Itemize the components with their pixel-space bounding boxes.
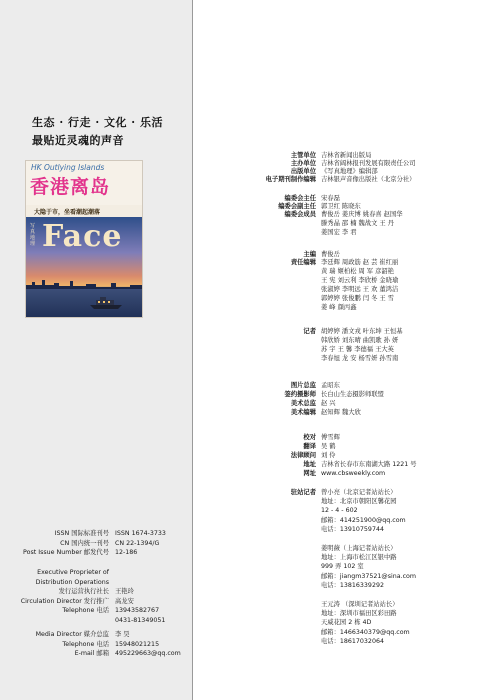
credit-label: 责任编辑: [290, 259, 316, 266]
credit-value: 吉林省长春市东南湖大路 1221 号: [321, 461, 417, 468]
info-value: 李 昊: [115, 631, 130, 638]
cover-header: [26, 161, 143, 205]
credit-label: 编委会副主任: [278, 203, 316, 210]
credit-value: 胡婷婷 潘文戎 叶东坤 王恒基: [321, 328, 403, 335]
station-line: 地址：深圳市福田区彩田路: [321, 610, 397, 618]
station-line: 邮箱：1466340379@qq.com: [321, 628, 410, 636]
credit-label: 出版单位: [290, 168, 316, 175]
info-value: 高龙安: [115, 597, 134, 605]
credit-label: 美术总监: [290, 400, 316, 407]
credit-value: 吉林省阔林报刊发展有限责任公司: [321, 160, 416, 167]
credit-value: 苏 宇 王 馨 李德福 王大英: [321, 346, 394, 353]
boat-icon: [88, 295, 124, 309]
info-value: 12-186: [115, 549, 138, 556]
credit-value: 刘 伶: [321, 452, 336, 459]
station-line: 曾小亮（北京记者站站长）: [321, 489, 397, 496]
credit-value: 姜 峰 颜丙鑫: [321, 304, 357, 311]
station-line: 电话：13816339292: [321, 581, 384, 589]
credit-label: 主管单位: [290, 152, 316, 159]
station-line: 邮箱：414251900@qq.com: [321, 516, 406, 524]
info-value: 0431-81349051: [115, 616, 166, 624]
info-value: 王艳玲: [115, 588, 134, 595]
credit-value: 黄 瑞 姬柏松 周 军 彦韶艳: [321, 268, 394, 275]
station-line: 地址：北京市朝阳区馨花园: [321, 498, 397, 506]
credit-value: 赵知辉 魏大欣: [321, 409, 361, 416]
panel-divider: [192, 0, 193, 700]
credit-label: 网址: [303, 470, 316, 477]
cover-subtitle: 大隐于市，坐看潮起潮落: [34, 209, 101, 216]
info-label: CN 国内统一刊号: [60, 539, 109, 547]
credit-value: 张淑婷 李明远 王 欢 董鸿洁: [321, 286, 399, 293]
credit-label: 图片总监: [290, 382, 316, 389]
credit-value: 李春旭 龙 安 杨雪妍 孙雪南: [321, 355, 399, 362]
credit-value: 吉林省新闻出版局: [321, 152, 372, 159]
station-line: 邮箱：jiangm37521@sina.com: [321, 572, 417, 580]
credit-value: 姜国宏 李 君: [321, 229, 357, 236]
credit-value: 宋春磊: [321, 195, 340, 202]
skyline-icon: [26, 279, 143, 289]
credit-value: 曹俊岳 姜庆博 姚春喜 赵国华: [321, 211, 403, 218]
info-label: Media Director 媒介总监: [35, 631, 109, 638]
station-line: 电话：13910759744: [321, 525, 384, 533]
slogan-line-2: 最贴近灵魂的声音: [32, 134, 124, 147]
credit-label: 地址: [303, 461, 316, 468]
credit-label: 记者: [303, 328, 316, 335]
info-label: Telephone 电话: [62, 607, 109, 614]
station-line: 王元涛 （深圳记者站站长）: [321, 601, 399, 608]
station-line: 12 - 4 - 602: [321, 507, 358, 515]
station-line: 地址：上海市松江区银中路: [321, 554, 397, 562]
station-line: 姜明薇（上海记者站站长）: [321, 545, 397, 552]
info-label: ISSN 国际标准刊号: [54, 530, 109, 537]
credit-value: 长白山生态摄影师联盟: [321, 391, 384, 398]
credit-label: 签约摄影师: [284, 391, 316, 398]
credit-value: 韩欣娇 刘东晴 曲凯歌 孙 妍: [321, 337, 399, 344]
credit-value: 王 宪 刘云利 李欣桥 金晓瑜: [321, 277, 399, 284]
credit-value: 曹俊岳: [321, 251, 340, 258]
info-value: ISSN 1674-3733: [115, 530, 166, 537]
info-label: E-mail 邮箱: [74, 650, 109, 657]
info-value: 15948021215: [115, 640, 160, 648]
credit-label: 电子期刊制作编辑: [265, 176, 316, 183]
credit-value: www.cbsweekly.com: [321, 470, 386, 477]
info-value: CN 22-1394/G: [115, 539, 160, 547]
credit-label: 主编: [303, 251, 316, 258]
credit-value: 吉林银声音像出版社（北京分社）: [321, 176, 416, 183]
station-line: 999 弄 102 室: [321, 563, 364, 571]
credit-value: 赵 兴: [321, 400, 336, 407]
cover-vertical-text: 写真地理: [30, 223, 36, 247]
stations-label: 驻站记者: [290, 489, 316, 496]
credit-value: 《写真地理》编辑部: [321, 168, 378, 175]
credit-label: 主办单位: [290, 160, 316, 167]
credit-value: 孟昭东: [321, 382, 340, 389]
credit-label: 美术编辑: [290, 409, 316, 416]
credit-value: 郭卫红 陈晓东: [321, 203, 361, 210]
credit-value: 李廷辉 周政筋 赵 芸 崔红丽: [321, 259, 399, 266]
info-value: 13943582767: [115, 607, 160, 614]
cover-english-title: HK Outlying Islands: [31, 163, 105, 172]
credit-label: 编委会成员: [284, 211, 316, 218]
cover-photo: [26, 217, 143, 318]
credit-label: 校对: [303, 434, 316, 441]
info-label: Telephone 电话: [62, 640, 109, 648]
credit-value: 吴 鹤: [321, 443, 336, 450]
info-label: Post Issue Number 邮发代号: [23, 549, 109, 556]
slogan-line-1: 生态 · 行走 · 文化 · 乐活: [32, 116, 163, 129]
info-label: 发行运营执行社长: [58, 588, 109, 595]
info-label: Distribution Operations: [35, 578, 109, 586]
credit-value: 滕秀晶 邵 楠 魏战文 王 丹: [321, 220, 394, 227]
magazine-cover: [25, 160, 143, 318]
station-line: 天威花园 2 栋 4D: [321, 619, 372, 627]
info-label: Executive Proprieter of: [37, 569, 109, 576]
credit-value: 郭婷婷 张俊鹏 闫 冬 王 雪: [321, 295, 394, 302]
credit-label: 编委会主任: [284, 195, 316, 202]
station-line: 电话：18617032064: [321, 637, 384, 645]
info-label: Circulation Director 发行推广: [20, 597, 109, 605]
cover-chinese-title: 香港离岛: [30, 176, 111, 198]
info-value: 495229663@qq.com: [115, 650, 181, 657]
credit-label: 翻译: [303, 443, 316, 450]
credit-value: 傅雪辉: [321, 434, 340, 441]
cover-masthead: Face: [42, 219, 123, 254]
credit-label: 法律顾问: [290, 452, 316, 459]
